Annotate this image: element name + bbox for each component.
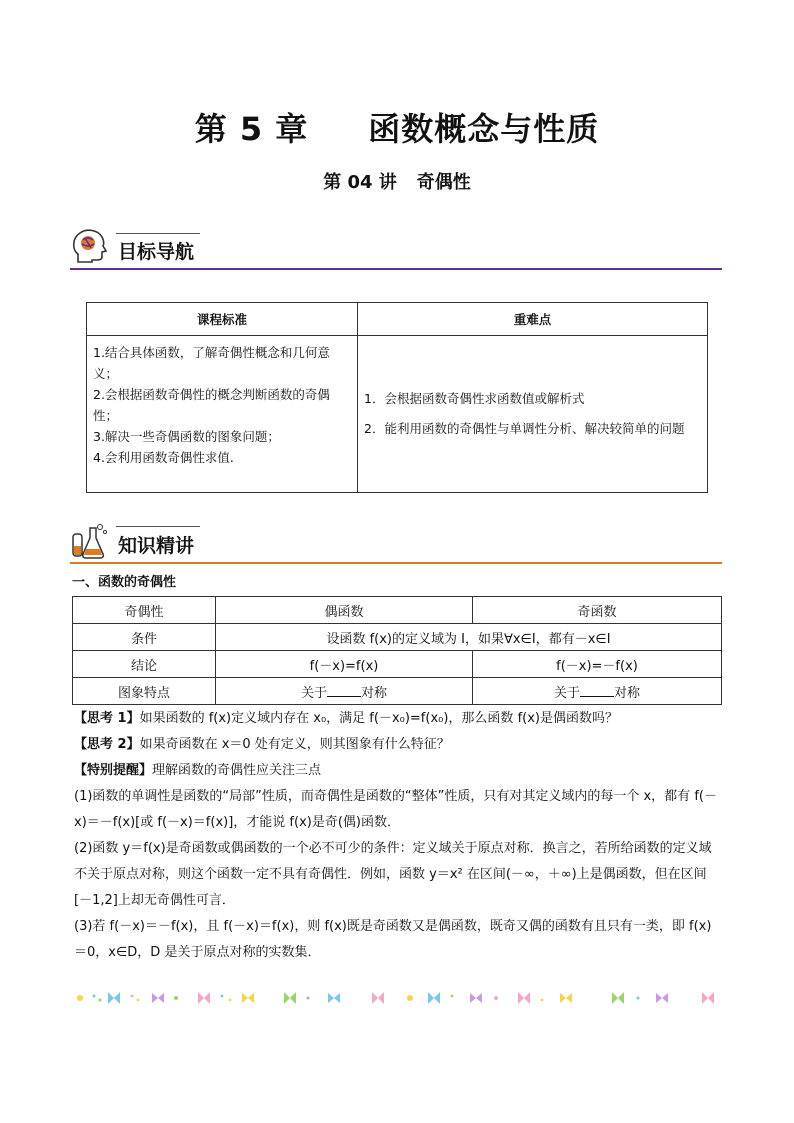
standard-item: 1.结合具体函数，了解奇偶性概念和几何意义；: [93, 345, 330, 381]
fill-blank: [327, 684, 361, 697]
section-goals-divider: [70, 268, 722, 270]
chapter-title: [0, 104, 794, 150]
think-2: [74, 732, 724, 758]
graph-prefix: 关于: [300, 685, 327, 701]
parity-condition-text: 设函数 f(x)的定义域为 I，如果∀x∈I，都有－x∈I: [216, 624, 722, 651]
parity-header-label: 奇偶性: [73, 597, 216, 624]
parity-odd-conclusion: f(－x)=－f(x): [473, 651, 722, 678]
goals-table: [86, 302, 708, 493]
reminder-tag: 【特别提醒】: [74, 763, 153, 778]
goals-standards-cell: [87, 336, 358, 493]
chapter-label: 第 5 章: [194, 110, 309, 148]
header-top-line: [116, 526, 200, 527]
standard-item: 2.会根据函数奇偶性的概念判断函数的奇偶性；: [93, 387, 330, 423]
parity-condition-label: 条件: [73, 624, 216, 651]
parity-header-odd: 奇函数: [473, 597, 722, 624]
fill-blank: [580, 684, 614, 697]
section-knowledge-header: [70, 520, 722, 564]
lecture-label: 第 04 讲: [323, 172, 397, 193]
butterfly-border-decoration: [72, 988, 724, 1008]
reminder-text: 理解函数的奇偶性应关注三点: [152, 763, 322, 778]
graph-suffix: 对称: [361, 685, 388, 701]
reminder-point-2: (2)函数 y＝f(x)是奇函数或偶函数的一个必不可少的条件：定义域关于原点对称．换言之，若所给函数的定义域不关于原点对称，则这个函数一定不具有奇偶性．例如，函数 y＝x² 在区间(－∞，＋∞)上是偶函数，但在区间[－1,2]上却无奇偶性可言．: [74, 841, 712, 908]
header-top-line: [116, 233, 200, 234]
goals-header-standards: 课程标准: [87, 303, 358, 336]
reminder-point-3: (3)若 f(－x)＝－f(x)，且 f(－x)＝f(x)，则 f(x)既是奇函数又是偶函数，既奇又偶的函数有且只有一类，即 f(x)＝0，x∈D，D 是关于原点对称的实数集．: [74, 919, 712, 960]
chapter-name: 函数概念与性质: [368, 110, 600, 148]
parity-even-conclusion: f(－x)=f(x): [216, 651, 473, 678]
parity-graph-label: 图象特点: [73, 678, 216, 705]
lecture-name: 奇偶性: [416, 172, 471, 193]
flask-icon: [70, 522, 110, 560]
think-2-text: 如果奇函数在 x＝0 处有定义，则其图象有什么特征？: [139, 737, 450, 752]
parity-odd-graph: [473, 678, 722, 705]
subheading-parity: 一、函数的奇偶性: [72, 575, 177, 590]
parity-table: [72, 596, 722, 705]
standard-item: 4.会利用函数奇偶性求值.: [93, 450, 234, 465]
keypoint-item: 1．会根据函数奇偶性求函数值或解析式: [364, 391, 585, 406]
keypoint-item: 2．能利用函数的奇偶性与单调性分析、解决较简单的问题: [364, 421, 685, 436]
section-knowledge-title: 知识精讲: [118, 535, 195, 557]
graph-suffix: 对称: [614, 685, 641, 701]
head-brain-icon: [70, 228, 110, 266]
lecture-title: [0, 168, 794, 194]
standard-item: 3.解决一些奇偶函数的图象问题；: [93, 429, 280, 444]
think-2-tag: 【思考 2】: [74, 737, 140, 752]
parity-even-graph: [216, 678, 473, 705]
section-knowledge-divider: [70, 562, 722, 564]
parity-header-even: 偶函数: [216, 597, 473, 624]
goals-keypoints-cell: [358, 336, 708, 493]
reminder-heading: [74, 758, 724, 784]
think-1: [74, 706, 724, 732]
reminder-point-1: (1)函数的单调性是函数的“局部”性质，而奇偶性是函数的“整体”性质，只有对其定义域内的每一个 x，都有 f(－x)＝－f(x)[或 f(－x)＝f(x)]，才能说 f(x)是奇(偶)函数．: [74, 789, 717, 830]
parity-conclusion-label: 结论: [73, 651, 216, 678]
think-1-tag: 【思考 1】: [74, 711, 140, 726]
graph-prefix: 关于: [553, 685, 580, 701]
think-1-text: 如果函数的 f(x)定义域内存在 x₀，满足 f(－x₀)=f(x₀)，那么函数 f(x)是偶函数吗？: [139, 711, 618, 726]
goals-header-keypoints: 重难点: [358, 303, 708, 336]
section-goals-header: [70, 226, 722, 270]
section-goals-title: 目标导航: [118, 241, 195, 263]
